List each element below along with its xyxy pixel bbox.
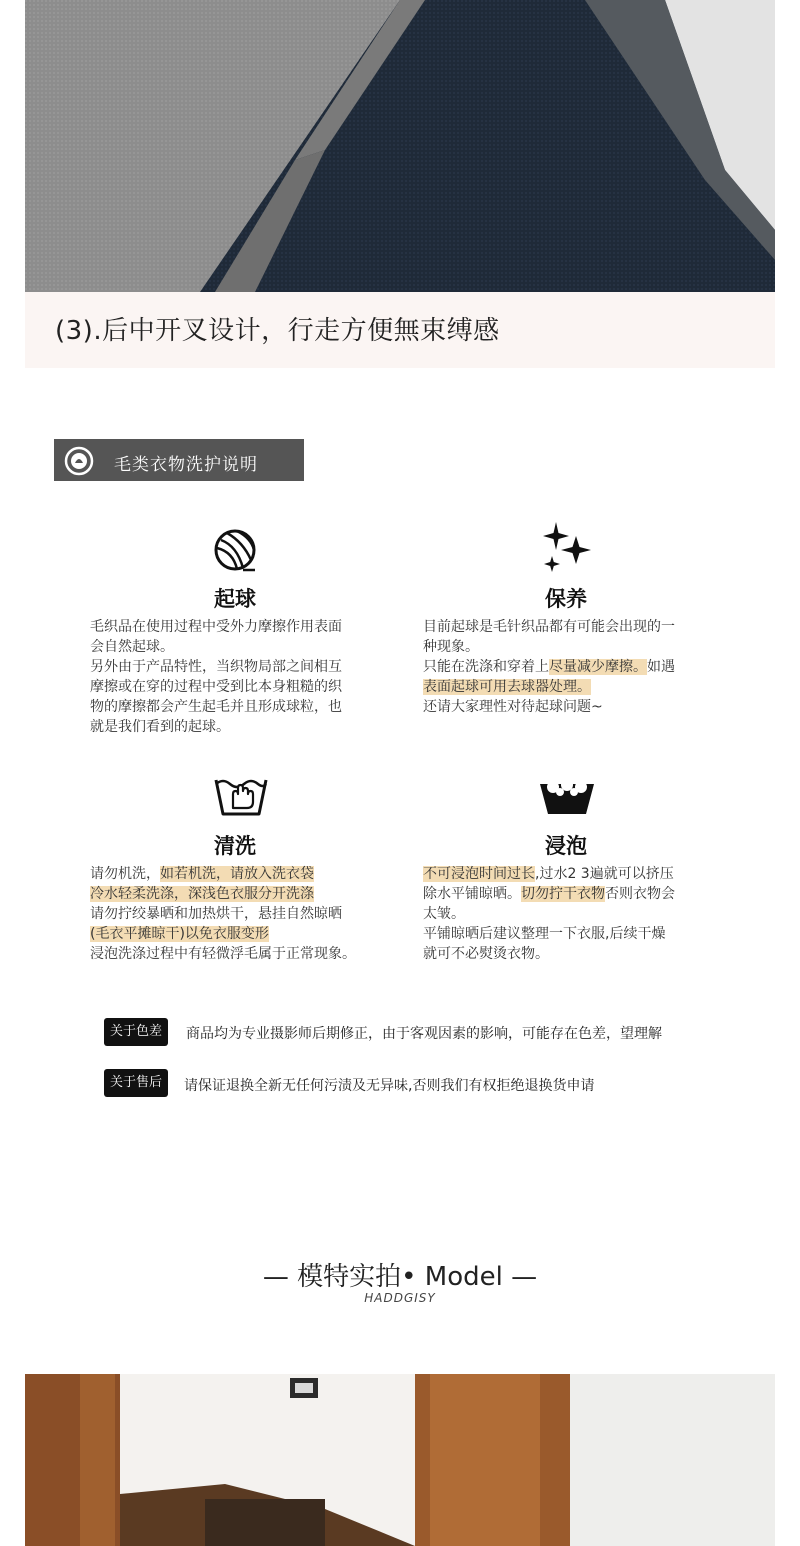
fabric-detail-photo (25, 0, 775, 292)
brand-subtitle: HADDGISY (364, 1291, 436, 1305)
care-body-pilling: 毛织品在使用过程中受外力摩擦作用表面 会自然起球。 另外由于产品特性，当织物局部之间相互 摩擦或在穿的过程中受到比本身粗糙的织 物的摩擦都会产生起毛并且形成球粒，也 就是我们看到的起球。 (90, 619, 342, 735)
after-sales-badge: 关于售后 (104, 1069, 168, 1097)
care-title-maintenance: 保养 (545, 587, 587, 611)
sparkle-icon (540, 520, 594, 578)
care-header-title: 毛类衣物洗护说明 (114, 455, 258, 475)
photo-caption: (3).后中开叉设计，行走方便無束缚感 (55, 316, 500, 346)
yarn-ball-icon (213, 528, 257, 576)
care-title-washing: 清洗 (214, 834, 256, 858)
care-body-washing: 请勿机洗，如若机洗，请放入洗衣袋 冷水轻柔洗涤，深浅色衣服分开洗涤 请勿拧绞暴晒和加热烘干，悬挂自然晾晒 (毛衣平摊晾干)以免衣服变形 浸泡洗涤过程中有轻微浮毛属于正常现象。 (90, 866, 356, 962)
color-difference-badge: 关于色差 (104, 1018, 168, 1046)
hand-wash-icon (213, 774, 269, 824)
care-title-pilling: 起球 (214, 587, 256, 611)
leaf-badge-icon (64, 446, 94, 476)
care-body-soaking: 不可浸泡时间过长,过水2 3遍就可以挤压 除水平铺晾晒。切勿拧干衣物否则衣物会 太皱。 平铺晾晒后建议整理一下衣服,后续干燥 就可不必熨烫衣物。 (423, 866, 675, 962)
model-photo (25, 1374, 775, 1546)
soak-basin-icon (538, 776, 596, 822)
after-sales-text: 请保证退换全新无任何污渍及无异味,否则我们有权拒绝退换货申请 (184, 1078, 595, 1094)
color-difference-text: 商品均为专业摄影师后期修正，由于客观因素的影响，可能存在色差，望理解 (186, 1026, 662, 1042)
care-title-soaking: 浸泡 (545, 834, 587, 858)
model-section-heading: — 模特实拍• Model — (262, 1262, 538, 1292)
care-body-maintenance: 目前起球是毛针织品都有可能会出现的一 种现象。 只能在洗涤和穿着上尽量减少摩擦。如遇 表面起球可用去球器处理。 还请大家理性对待起球问题~ (423, 619, 675, 715)
